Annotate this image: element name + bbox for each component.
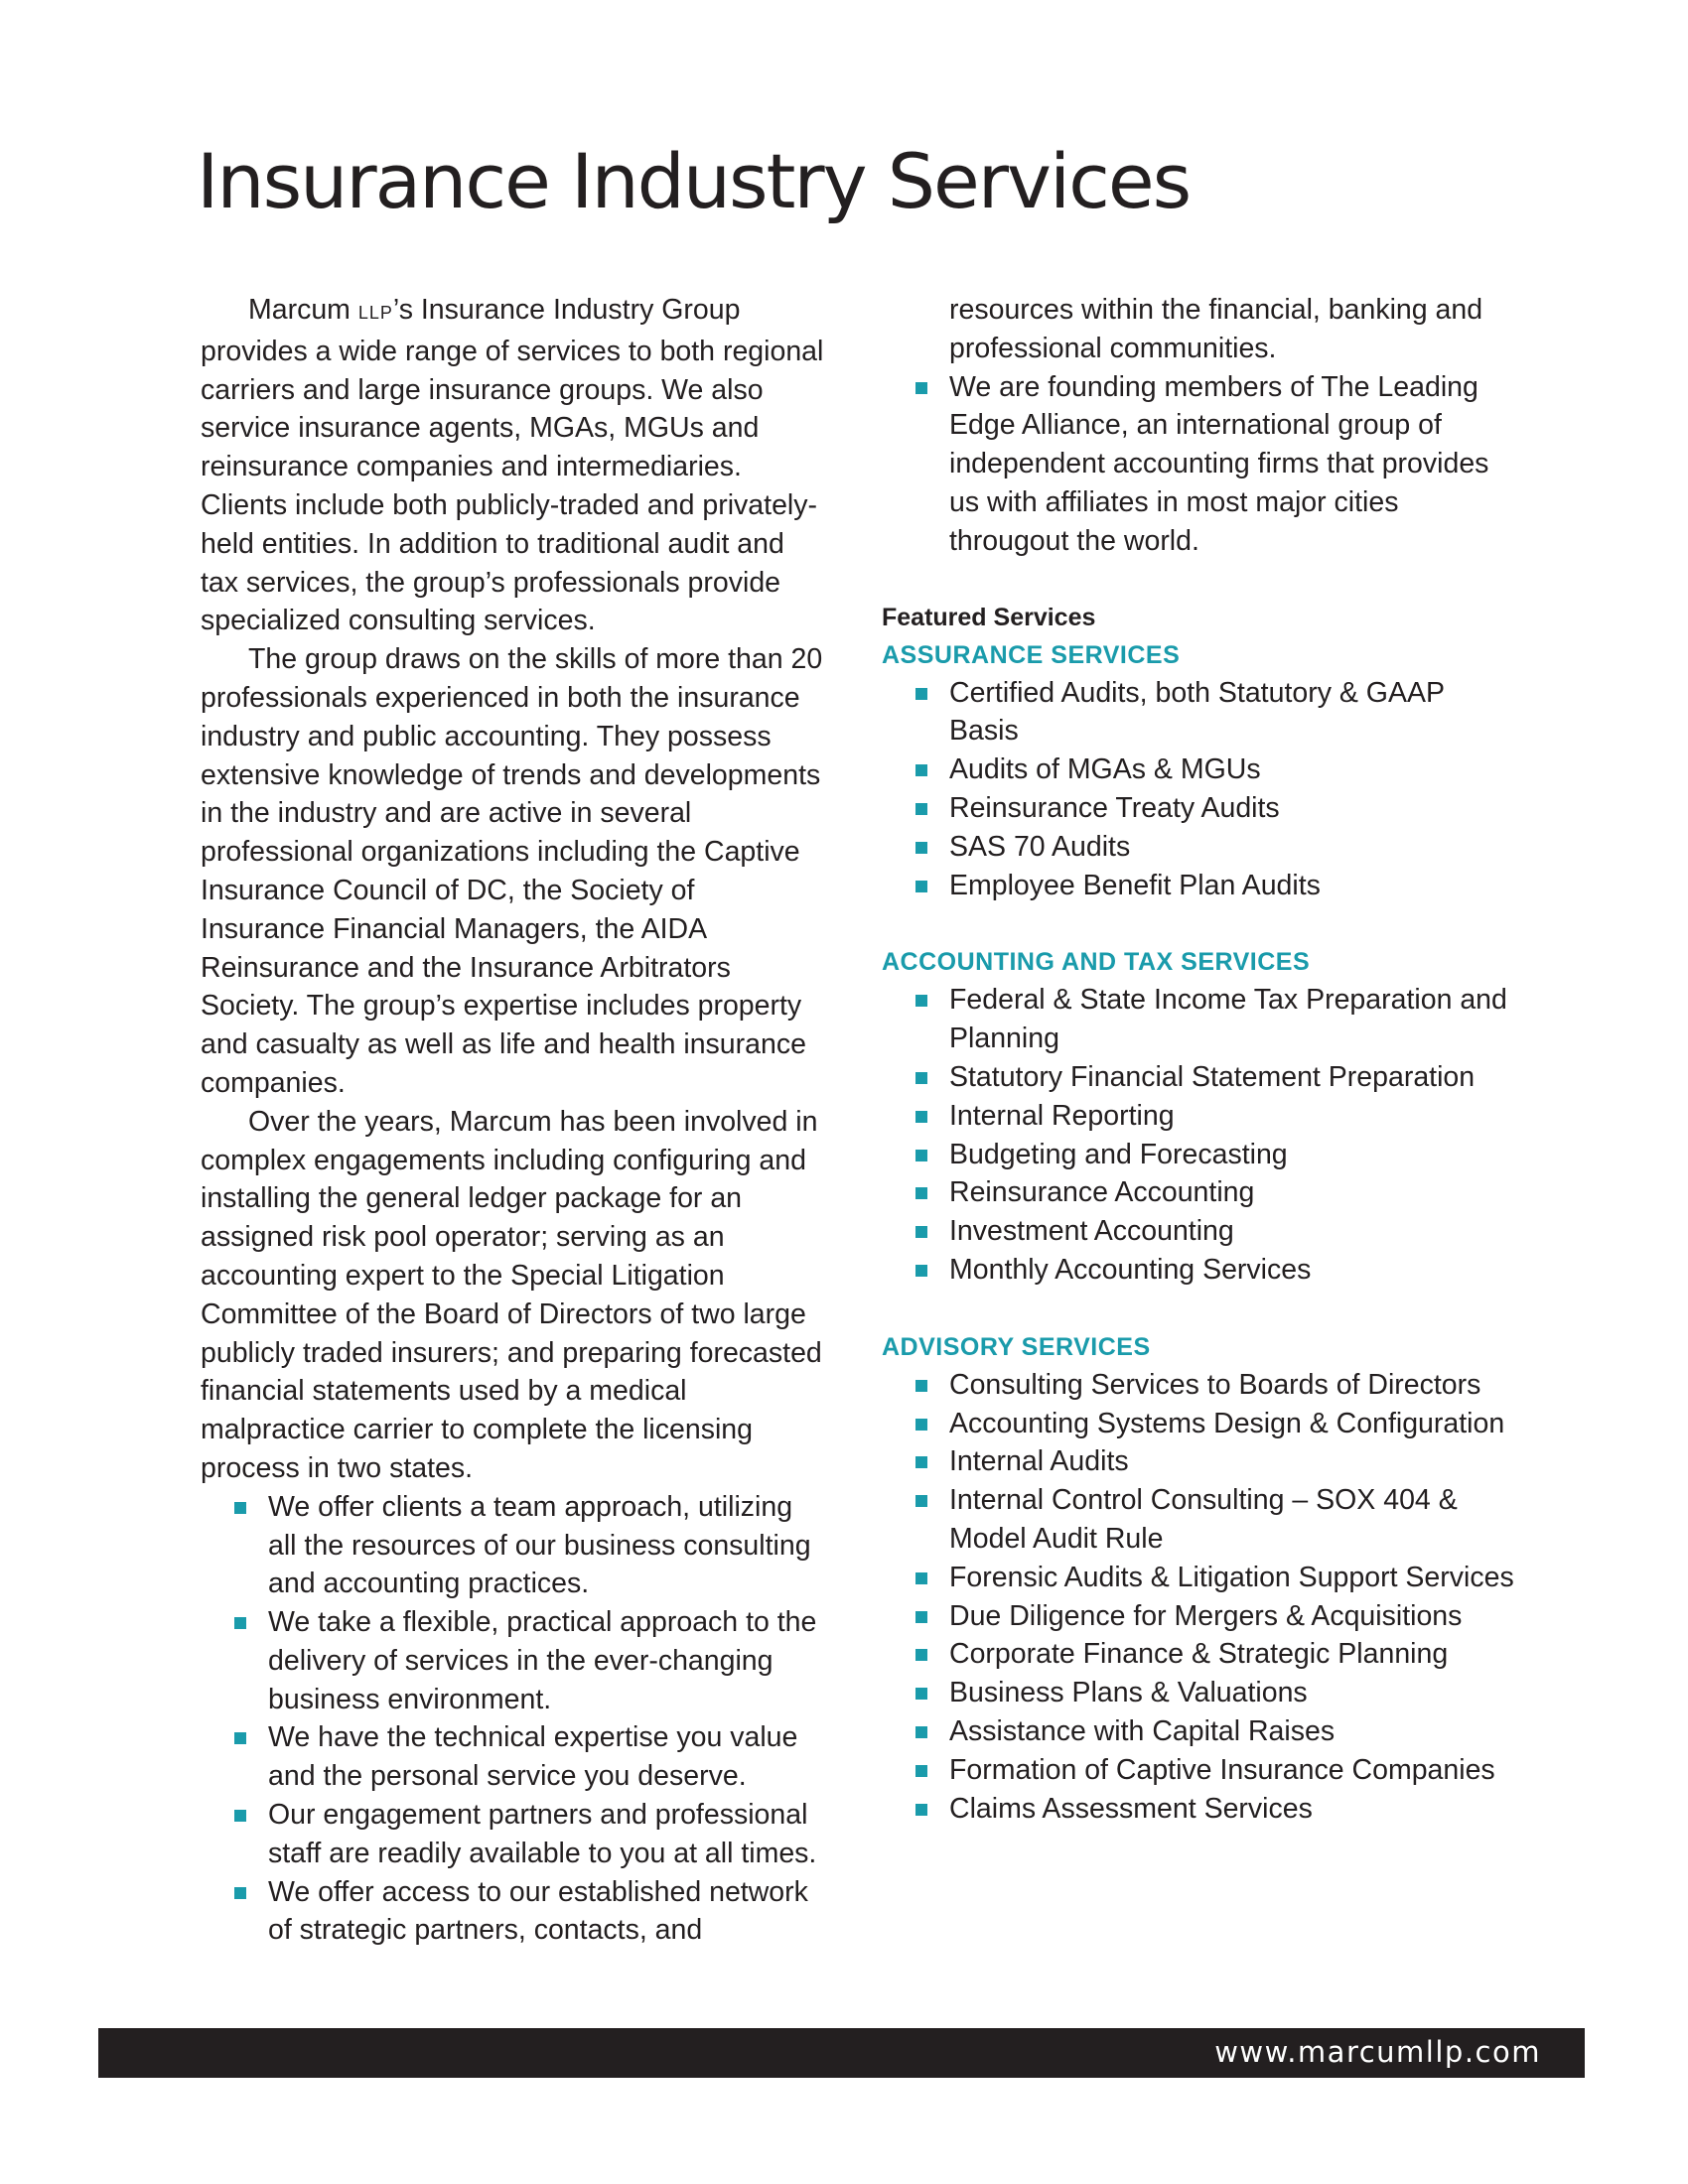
list-item: Internal Audits	[882, 1442, 1517, 1481]
section-heading-accounting-tax: ACCOUNTING AND TAX SERVICES	[882, 948, 1311, 977]
bullet-square-icon	[915, 1649, 927, 1661]
intro-paragraph-2: The group draws on the skills of more than 20 professionals experienced in both the insurance industry and public accounting. They possess extensive knowledge of trends and developments in the industry and are active in several professional organizations including the Captive Insurance Council of DC, the Society of Insurance Financial Managers, the AIDA Reinsurance and the Insurance Arbitrators Society. The group’s expertise includes property and casualty as well as life and health insurance companies.	[201, 643, 823, 1099]
footer-bar	[98, 2028, 1585, 2078]
right-column	[882, 291, 1517, 1828]
list-item: Audits of MGAs & MGUs	[882, 751, 1517, 789]
list-item: Internal Control Consulting – SOX 404 & Model Audit Rule	[882, 1481, 1517, 1559]
list-item: We have the technical expertise you value and the personal service you deserve.	[201, 1718, 826, 1796]
section-heading-advisory: ADVISORY SERVICES	[882, 1332, 1151, 1361]
list-item: Reinsurance Accounting	[882, 1173, 1517, 1212]
list-item: We offer access to our established network of strategic partners, contacts, and	[201, 1873, 826, 1951]
bullet-square-icon	[915, 688, 927, 700]
list-item: Reinsurance Treaty Audits	[882, 789, 1517, 828]
advisory-services-list	[882, 1366, 1517, 1829]
list-item: Forensic Audits & Litigation Support Services	[882, 1559, 1517, 1597]
list-item: Certified Audits, both Statutory & GAAP Basis	[882, 674, 1517, 751]
bullet-square-icon	[234, 1502, 246, 1514]
bullet-square-icon	[915, 881, 927, 892]
list-item: Our engagement partners and professional staff are readily available to you at all times.	[201, 1796, 826, 1873]
section-heading-assurance: ASSURANCE SERVICES	[882, 640, 1181, 669]
list-item: We take a flexible, practical approach to the delivery of services in the ever-changing business environment.	[201, 1603, 826, 1718]
website-link[interactable]: www.marcumllp.com	[1214, 2035, 1541, 2069]
bullet-square-icon	[234, 1887, 246, 1899]
accounting-tax-services-list	[882, 981, 1517, 1289]
list-item: Assistance with Capital Raises	[882, 1712, 1517, 1751]
bullet-square-icon	[915, 1072, 927, 1084]
bullet-square-icon	[915, 1495, 927, 1507]
list-item: Corporate Finance & Strategic Planning	[882, 1635, 1517, 1674]
list-item: Statutory Financial Statement Preparation	[882, 1058, 1517, 1097]
list-item: We are founding members of The Leading Edge Alliance, an international group of independent accounting firms that provides us with affiliates in most major cities througout the world.	[882, 368, 1517, 561]
bullet-square-icon	[915, 1150, 927, 1161]
bullet-square-icon	[915, 1265, 927, 1277]
bullet-square-icon	[915, 1187, 927, 1199]
bullet-square-icon	[915, 1226, 927, 1238]
list-item: Investment Accounting	[882, 1212, 1517, 1251]
list-item: We offer clients a team approach, utilizing all the resources of our business consulting and accounting practices.	[201, 1488, 826, 1603]
bullet-square-icon	[915, 1380, 927, 1392]
assurance-services-list	[882, 674, 1517, 905]
bullet-square-icon	[915, 382, 927, 394]
section-spacer	[882, 904, 1517, 943]
bullet-square-icon	[915, 1765, 927, 1777]
bullet-square-icon	[915, 1572, 927, 1584]
list-item: Budgeting and Forecasting	[882, 1136, 1517, 1174]
bullet-square-icon	[915, 1804, 927, 1816]
list-item: Federal & State Income Tax Preparation and Planning	[882, 981, 1517, 1058]
benefits-list-continued	[882, 368, 1517, 561]
list-item: Internal Reporting	[882, 1097, 1517, 1136]
list-item: Monthly Accounting Services	[882, 1251, 1517, 1290]
bullet-square-icon	[915, 1456, 927, 1468]
left-column	[201, 291, 826, 1950]
list-item: Employee Benefit Plan Audits	[882, 867, 1517, 905]
bullet-continuation: resources within the financial, banking and professional communities.	[949, 294, 1483, 364]
bullet-square-icon	[915, 1419, 927, 1431]
bullet-square-icon	[915, 1726, 927, 1738]
section-spacer	[882, 1290, 1517, 1328]
bullet-square-icon	[915, 1688, 927, 1700]
bullet-square-icon	[234, 1617, 246, 1629]
list-item: Formation of Captive Insurance Companies	[882, 1751, 1517, 1790]
intro-paragraph-1: Marcum LLP’s Insurance Industry Group provides a wide range of services to both regional carriers and large insurance groups. We also service insurance agents, MGAs, MGUs and reinsurance companies and intermediaries. Clients include both publicly-traded and privately-held entities. In addition to traditional audit and tax services, the group’s professionals provide specialized consulting services.	[201, 294, 824, 637]
list-item: Accounting Systems Design & Configuration	[882, 1405, 1517, 1443]
bullet-square-icon	[234, 1732, 246, 1744]
list-item: Due Diligence for Mergers & Acquisitions	[882, 1597, 1517, 1636]
bullet-square-icon	[915, 842, 927, 854]
page-title: Insurance Industry Services	[197, 137, 1191, 225]
bullet-square-icon	[915, 764, 927, 776]
bullet-square-icon	[915, 1611, 927, 1623]
list-item: Business Plans & Valuations	[882, 1674, 1517, 1712]
featured-services-label: Featured Services	[882, 603, 1096, 631]
list-item: SAS 70 Audits	[882, 828, 1517, 867]
list-item: Claims Assessment Services	[882, 1790, 1517, 1829]
bullet-square-icon	[234, 1810, 246, 1822]
bullet-square-icon	[915, 803, 927, 815]
bullet-square-icon	[915, 995, 927, 1007]
bullet-square-icon	[915, 1111, 927, 1123]
benefits-list	[201, 1488, 826, 1951]
list-item: Consulting Services to Boards of Directors	[882, 1366, 1517, 1405]
llp-small-caps: LLP	[357, 303, 393, 323]
intro-paragraph-3: Over the years, Marcum has been involved in complex engagements including configuring and installing the general ledger package for an assigned risk pool operator; serving as an accounting expert to the Special Litigation Committee of the Board of Directors of two large publicly traded insurers; and preparing forecasted financial statements used by a medical malpractice carrier to complete the licensing process in two states.	[201, 1105, 822, 1484]
